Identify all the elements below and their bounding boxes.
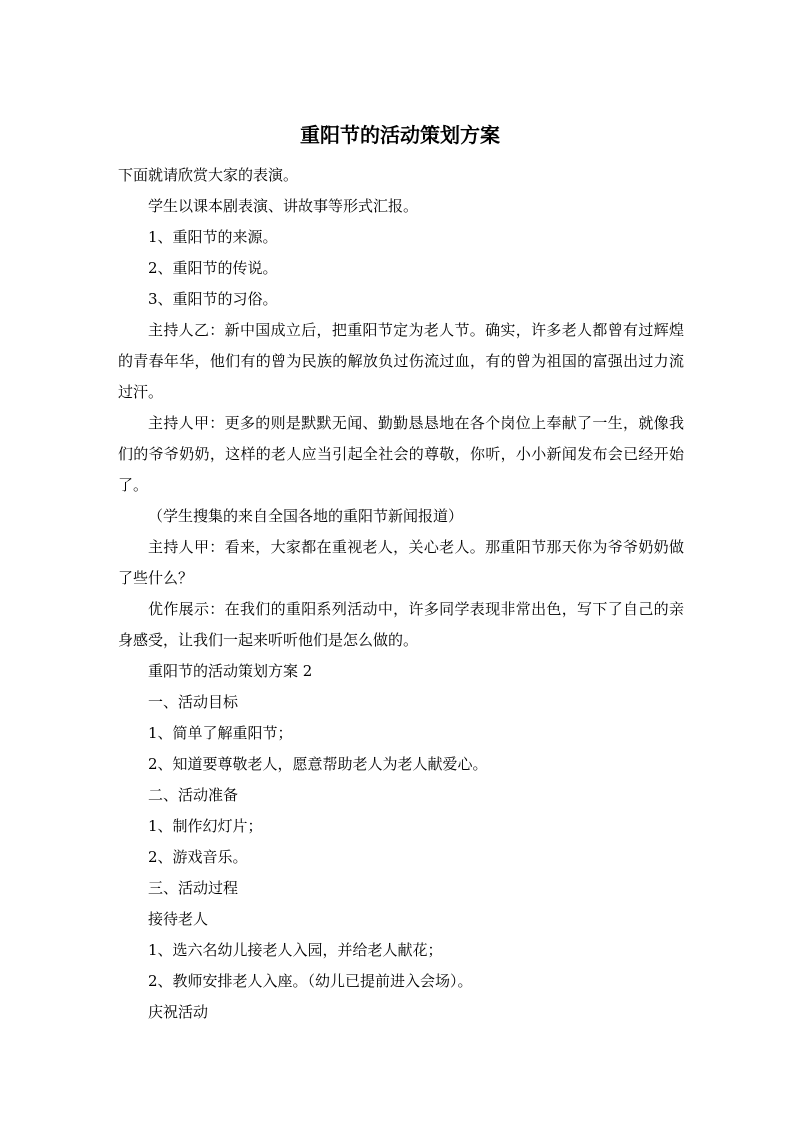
paragraph: 学生以课本剧表演、讲故事等形式汇报。 [148, 197, 419, 215]
subsection-heading: 接待老人 [148, 910, 209, 928]
subsection-heading: 庆祝活动 [148, 1003, 209, 1021]
list-item: 1、选六名幼儿接老人入园，并给老人献花； [148, 941, 443, 959]
paragraph: （学生搜集的来自全国各地的重阳节新闻报道） [148, 507, 464, 525]
document-body [118, 160, 684, 1028]
paragraph: 优作展示：在我们的重阳系列活动中，许多同学表现非常出色，写下了自己的亲身感受，让我们一起来听听他们是怎么做的。 [118, 600, 684, 649]
list-item: 2、教师安排老人入座。（幼儿已提前进入会场）。 [148, 972, 473, 990]
paragraph: 主持人乙：新中国成立后，把重阳节定为老人节。确实，许多老人都曾有过辉煌的青春年华，他们有的曾为民族的解放负过伤流过血，有的曾为祖国的富强出过力流过汗。 [118, 321, 684, 401]
list-item: 1、简单了解重阳节； [148, 724, 293, 742]
document-title: 重阳节的活动策划方案 [300, 123, 500, 147]
paragraph: 主持人甲：更多的则是默默无闻、勤勤恳恳地在各个岗位上奉献了一生，就像我们的爷爷奶奶，这样的老人应当引起全社会的尊敬，你听，小小新闻发布会已经开始了。 [118, 414, 684, 494]
paragraph: 主持人甲：看来，大家都在重视老人，关心老人。那重阳节那天你为爷爷奶奶做了些什么？ [118, 538, 684, 587]
section-subtitle: 重阳节的活动策划方案 2 [148, 662, 313, 680]
list-item: 2、游戏音乐。 [148, 848, 248, 866]
section-heading: 一、活动目标 [148, 693, 239, 711]
list-item: 1、重阳节的来源。 [148, 228, 278, 246]
section-heading: 二、活动准备 [148, 786, 239, 804]
list-item: 3、重阳节的习俗。 [148, 290, 278, 308]
list-item: 1、制作幻灯片； [148, 817, 263, 835]
section-heading: 三、活动过程 [148, 879, 239, 897]
list-item: 2、知道要尊敬老人，愿意帮助老人为老人献爱心。 [148, 755, 488, 773]
list-item: 2、重阳节的传说。 [148, 259, 278, 277]
paragraph: 下面就请欣赏大家的表演。 [118, 166, 299, 184]
